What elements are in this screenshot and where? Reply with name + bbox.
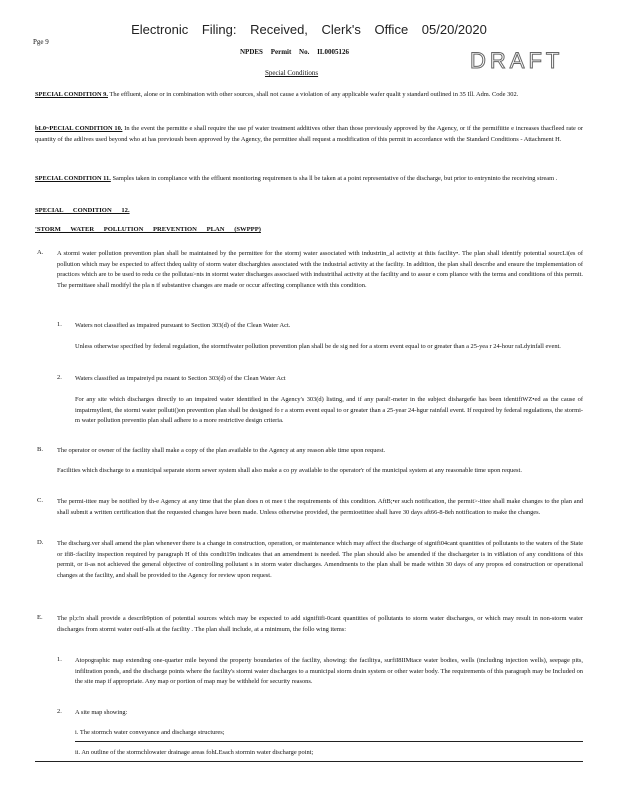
item-e-1-number: 1.: [57, 656, 62, 663]
item-b-text: The operator or owner of the facility shall make a copy of the plan available to the Agency at any reason able time upon request.: [57, 447, 386, 454]
special-condition-11: [35, 174, 583, 185]
item-c-letter: C.: [37, 497, 44, 504]
draft-stamp: DRAFT: [470, 48, 564, 73]
sc9-label: SPECIAL CONDITION 9.: [35, 91, 108, 98]
sc10-text: In the event the permitte e shall require the use pf water treatment additives other than those previously approved by the Agency, or if the permifiitte e increases thacfleed rate or quantity of the adilives used beyond who at has previoush been approved by the Agency, the permittee shall request a modification of this permit in accordance with the Standard Conditions - Attachment H.: [35, 125, 584, 143]
item-a-1-number: 1.: [57, 321, 62, 328]
item-e-2-number: 2.: [57, 708, 62, 715]
item-a-text: A stormi water pollution prevention plan shall be maintained by the permittee for the stormj water associated with industriin_al activity at thiis facility•. The plan shall identify potential sourcLi(es of pollution which may be expected to affect thdeq uality of storm water discharghies associated with the industrial activity at the facility. In addition, the plan shall describe and ensure the implementation of practices which are to be used to redu ce the pollutau>nts in stormt water discharges associaed with industriihal activity at the facility and to assur e com pliance with the terms and conditions of this permit. The permittaee shall modifyl the pla n if substantive changes are made or occur affecting compliance with this condition.: [57, 250, 583, 289]
item-e-2-i: i. The stormch water conveyance and discharge structures;: [75, 729, 225, 736]
special-condition-10: [35, 124, 583, 145]
item-b-letter: B.: [37, 446, 44, 453]
sc9-text: The effluent, alone or in combination with other sources, shall not cause a violation of any applicable wafer qualit y standard outlined in 35 Ill. Adm. Code 302.: [109, 91, 519, 98]
bottom-rule: [35, 761, 583, 762]
item-c-text: The permi-ittee may be notified by th-e Agency at any time that the plan does n ot mee t the requirements of this condition. AftB;•er such notification, the permit>-ittee shall make changes to the plan and shall submit a written certification that the requested changes have been made. Unless otherwise provided, the permioetittee shall have 30 days aft66-8-8eh notification to make the changes.: [57, 498, 583, 516]
item-d-letter: D.: [37, 539, 44, 546]
section-title: Special Conditions: [265, 69, 319, 77]
underline-rule: [75, 741, 583, 742]
item-a-2-number: 2.: [57, 374, 62, 381]
item-d-text: The discharg.ver shall amend the plan whenever there is a change in construction, operation, or maintenance which may affect the discharge of signifi04cant quantities of pollutants to the waters of the State or ifi8-:facility inspection required by paragraph H of this condit19n indicates that an amendment is needed. The plan should also be amended if the dischargeter is in vi8lation of any conditions of this permit, or ii-as not achieved the general objective of controlling pollutant s in storm water discharges. Amendments to the plan shall be made within 30 days of any propos ed construction or operational changes at the facility, and shall be provided to the Agency for review upon request.: [57, 540, 583, 579]
sc11-text: Samples taken in compliance with the effluent monitoring requiremen ts sha ll be taken at a point representative of the discharge, but prior to entryninto the receiving stream .: [112, 175, 558, 182]
item-e-2-text: A site map showing:: [75, 709, 128, 716]
item-e-text: The pl;c!n shall provide a describ9ption of potential sources which may be expected to add signifiifi-0cant quantities of pollutants to storm water discharges, or which may result in non-storm water discharges from stormi water outf-alls at the facility . The plan shall include, at a minimum, the follo wing items:: [57, 615, 583, 633]
item-e-2-ii: ii. An outline of the stormchlowater drainage areas fohLEsach stormin water discharge point;: [75, 749, 314, 756]
item-a-2-heading: Waters classified as impaireiyd pu rsuant to Section 303(d) of the Clean Water Act: [75, 375, 286, 382]
swppp-heading: 'STORM WATER POLLUTION PREVENTION PLAN (SWPPP): [35, 226, 261, 233]
special-condition-12-label: SPECIAL CONDITION 12.: [35, 207, 130, 214]
item-a-2-text: For any site which discharges directly to an impaired water identified in the Agency's 303(d) listing, and if any paral!-meter in the subject dishargeбe has been identifiWZ•ed as the cause of impairmyilent, the stormi water polluti()on prevention plan shall be designed fo r a storm event equal to or greater than a 25-year 24-hgur rainfall event. If required by federal regulations, the stormi-m water pollution preventio plan shall adhere to a more restrictive design criteria.: [75, 396, 583, 424]
special-condition-9: [35, 90, 583, 101]
efiling-banner: Electronic Filing: Received, Clerk's Office 05/20/2020: [131, 22, 487, 37]
permit-number: NPDES Permit No. IL0005126: [240, 48, 349, 56]
item-a-1-heading: Waters not classified as impaired pursuant to Section 303(d) of the Clean Water Act.: [75, 322, 291, 329]
sc11-label: SPECIAL CONDITION 11.: [35, 175, 111, 182]
item-a-1-text: Unless otherwise specified by federal regulation, the stormtfwater pollution prevention plan shall be de sig ned for a storm event equal to or greater than a 25-yea r 24-hour raLdyinfall event.: [75, 343, 561, 350]
page-number: Pge 9: [33, 38, 49, 46]
item-e-1-text: Atopographic map extending one-quarter mile beyond the property boundaries of the facility, showing: the facilitya, surfiI8IIMtace water bodies, wells (including injection wells), seepage pits, infiltration ponds, and the discharge points where the facility's stormi water discharges to a municipal storm drain system or other water body. The requirements of this paragraph may be Included on the site map if appropriate. Any map or portion of map may be withheld for security reasons.: [75, 657, 583, 685]
item-a-letter: A.: [37, 249, 44, 256]
sc10-label: bL0~PECIAL CONDITION 10.: [35, 125, 123, 132]
item-e-letter: E.: [37, 614, 43, 621]
item-b-text-2: Facilities which discharge to a municipal separate storm sewer system shall also make a co py available to the operator'r of the municipal system at any reasonable time upon request.: [57, 467, 522, 474]
